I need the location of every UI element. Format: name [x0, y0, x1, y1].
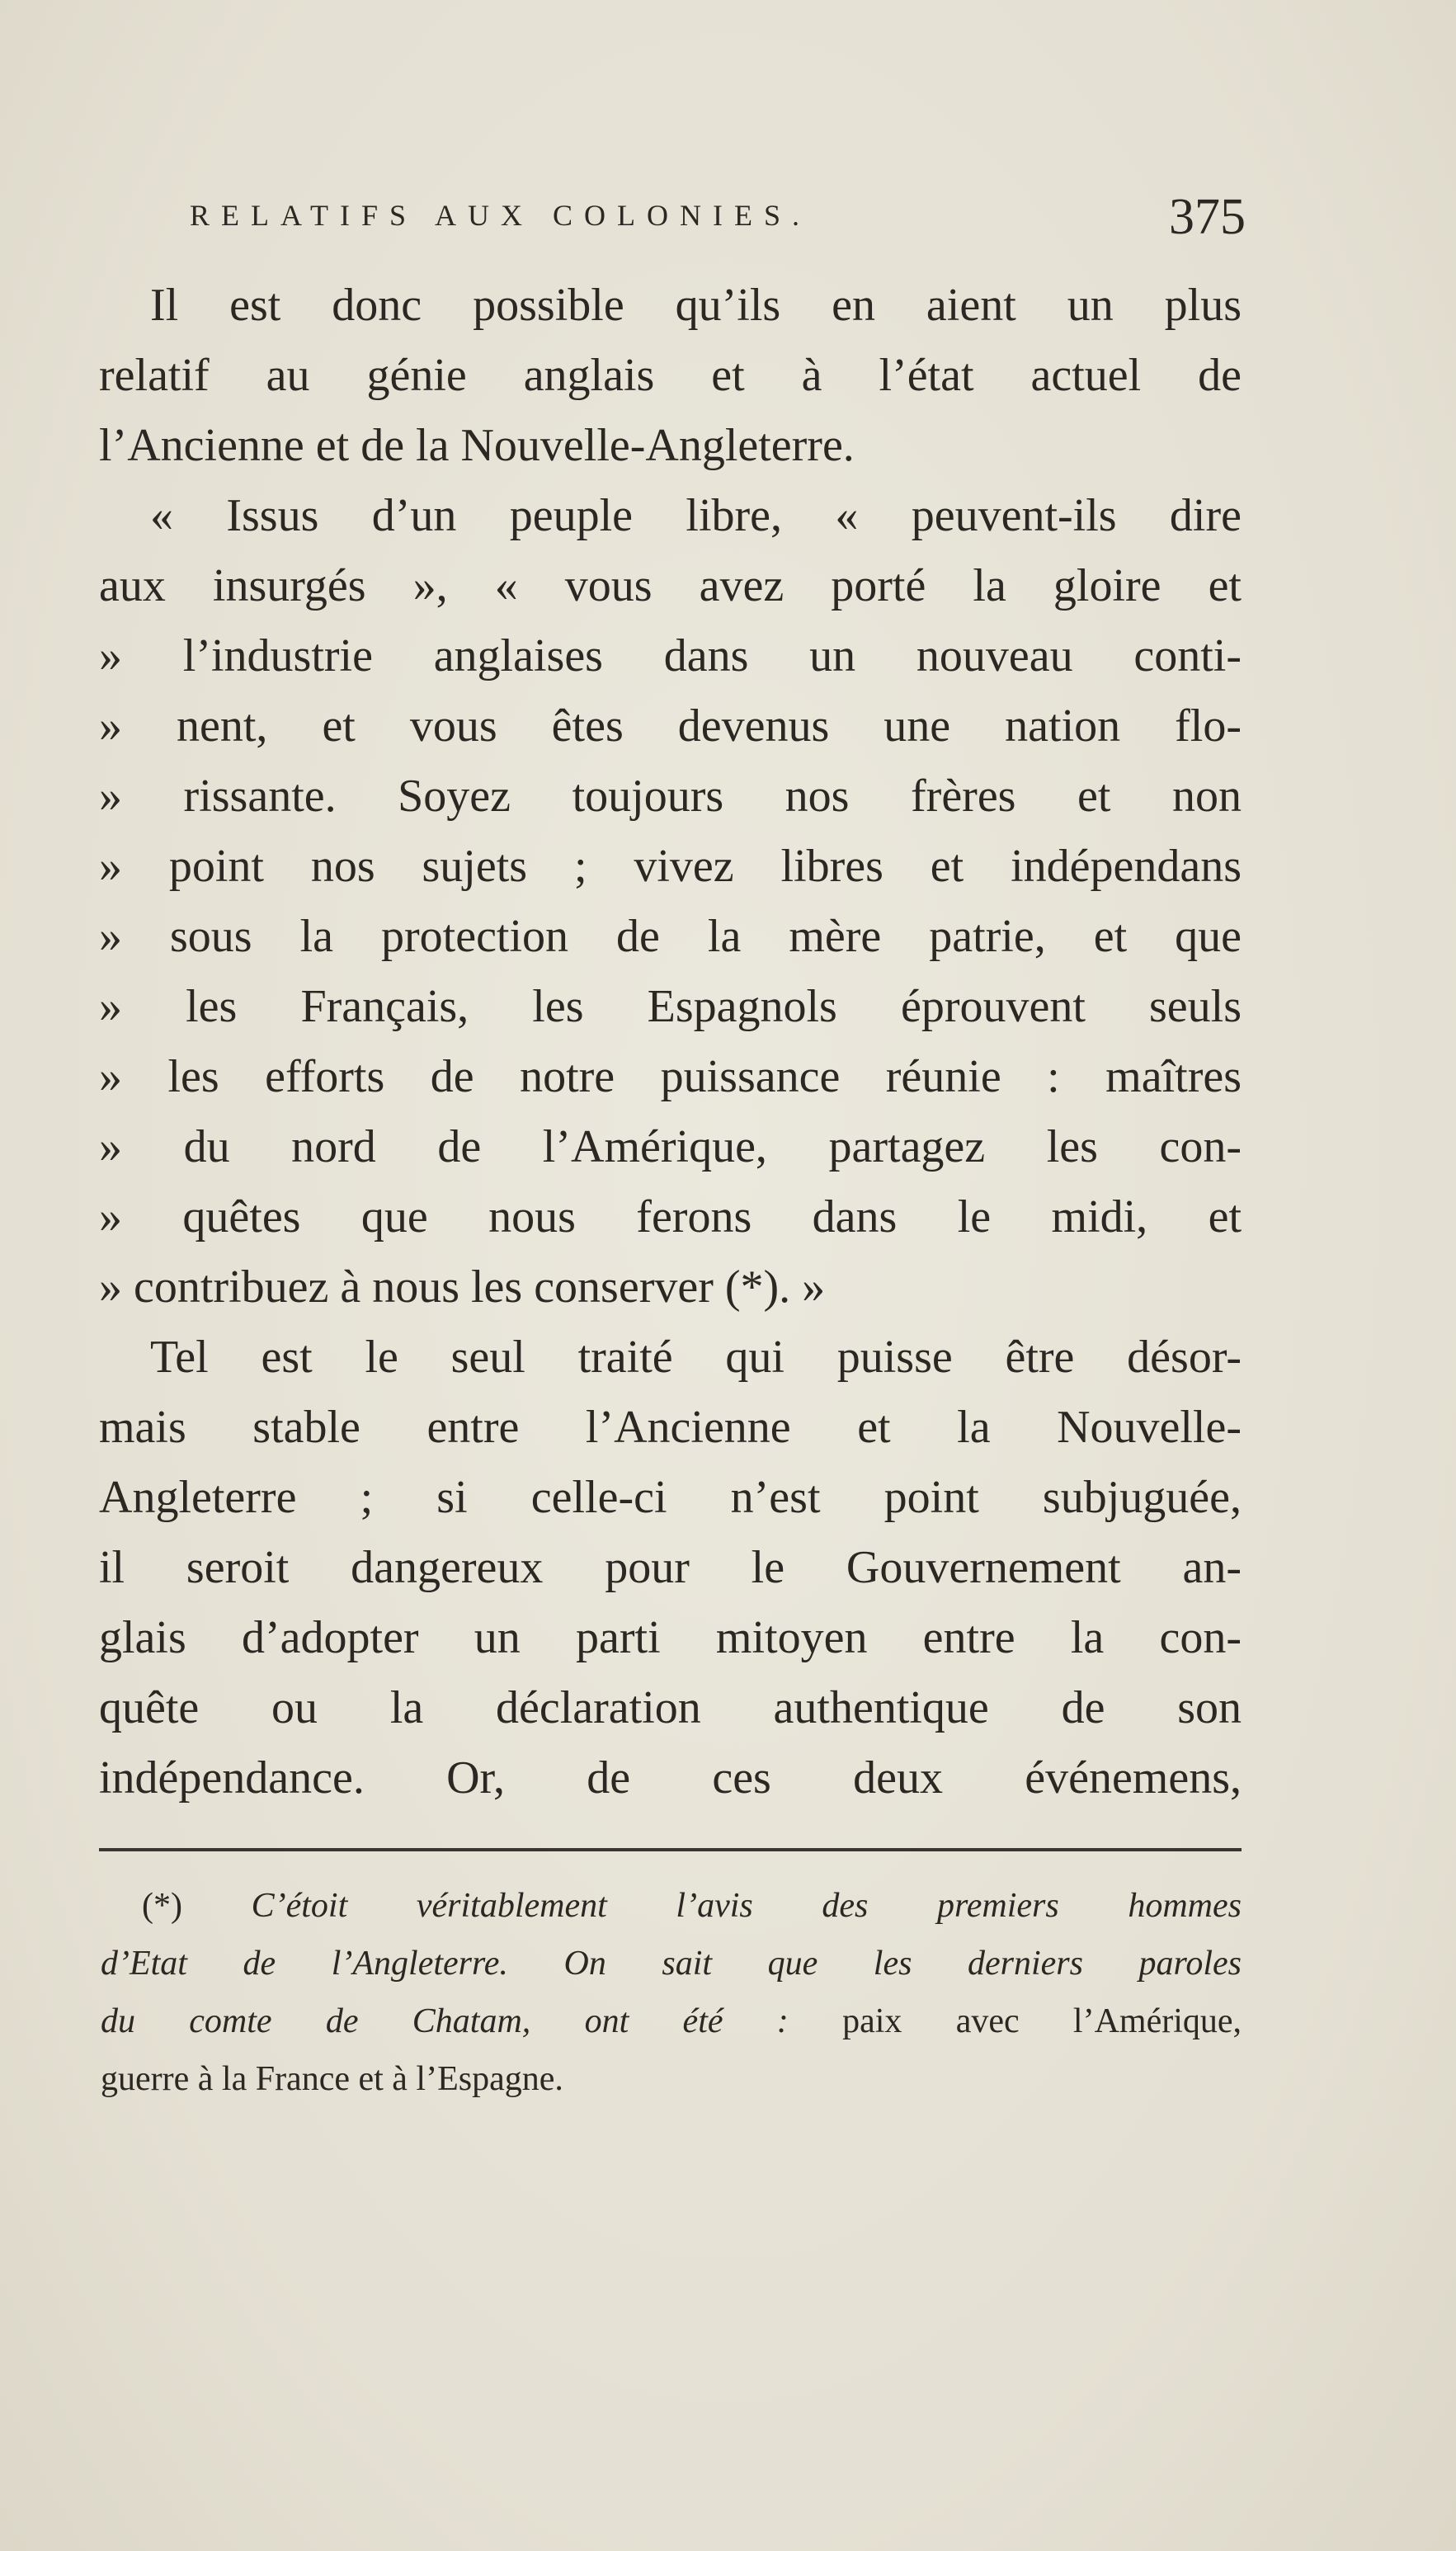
- text-line: l’Ancienne et de la Nouvelle-Angleterre.: [99, 420, 855, 471]
- text-line: » sous la protection de la mère patrie, et que: [99, 911, 1242, 962]
- text-line: » rissante. Soyez toujours nos frères et non: [99, 771, 1242, 822]
- footnote-text: paix avec l’Amérique,: [842, 2002, 1242, 2040]
- text-line: indépendance. Or, de ces deux événemens,: [99, 1752, 1242, 1804]
- footnote-line: [101, 1935, 1242, 1992]
- footnote-line: [101, 2050, 1242, 2108]
- text-line: » point nos sujets ; vivez libres et indépendans: [99, 841, 1242, 892]
- footnote-text: du comte de Chatam, ont été :: [101, 2002, 789, 2040]
- text-line: relatif au génie anglais et à l’état actuel de: [99, 350, 1242, 401]
- text-line: quête ou la déclaration authentique de son: [99, 1682, 1242, 1733]
- text-line: » nent, et vous êtes devenus une nation flo-: [99, 700, 1242, 752]
- text-line: Angleterre ; si celle-ci n’est point subjuguée,: [99, 1472, 1242, 1523]
- text-line: Tel est le seul traité qui puisse être désor-: [150, 1332, 1242, 1383]
- text-line: » les Français, les Espagnols éprouvent seuls: [99, 981, 1242, 1032]
- footnote-line: [101, 1992, 1242, 2050]
- text-line: » contribuez à nous les conserver (*). »: [99, 1261, 826, 1313]
- text-line: il seroit dangereux pour le Gouvernement an-: [99, 1542, 1242, 1593]
- text-line: Il est donc possible qu’ils en aient un plus: [150, 280, 1242, 331]
- footnote-text: d’Etat de l’Angleterre. On sait que les derniers paroles: [101, 1945, 1242, 1983]
- text-line: » quêtes que nous ferons dans le midi, et: [99, 1191, 1242, 1242]
- text-line: aux insurgés », « vous avez porté la gloire et: [99, 560, 1242, 611]
- running-title: RELATIFS AUX COLONIES.: [190, 199, 812, 232]
- text-line: » l’industrie anglaises dans un nouveau conti-: [99, 630, 1242, 681]
- text-line: glais d’adopter un parti mitoyen entre la con-: [99, 1612, 1242, 1663]
- footnote-text: guerre à la France et à l’Espagne.: [101, 2060, 563, 2098]
- footnote-rule: [99, 1848, 1242, 1851]
- page-number: 375: [1169, 189, 1246, 245]
- footnote-text: C’étoit véritablement l’avis des premiers hommes: [251, 1887, 1242, 1925]
- text-line: « Issus d’un peuple libre, « peuvent-ils dire: [150, 490, 1242, 541]
- footnote: [101, 1877, 1242, 2108]
- text-line: » les efforts de notre puissance réunie : maîtres: [99, 1051, 1242, 1102]
- footnote-line: [101, 1877, 1242, 1935]
- page-header: [190, 190, 1246, 256]
- text-line: » du nord de l’Amérique, partagez les con-: [99, 1121, 1242, 1172]
- footnote-marker: (*): [142, 1887, 182, 1925]
- body-text: [99, 271, 1242, 1813]
- text-line: mais stable entre l’Ancienne et la Nouvelle-: [99, 1402, 1242, 1453]
